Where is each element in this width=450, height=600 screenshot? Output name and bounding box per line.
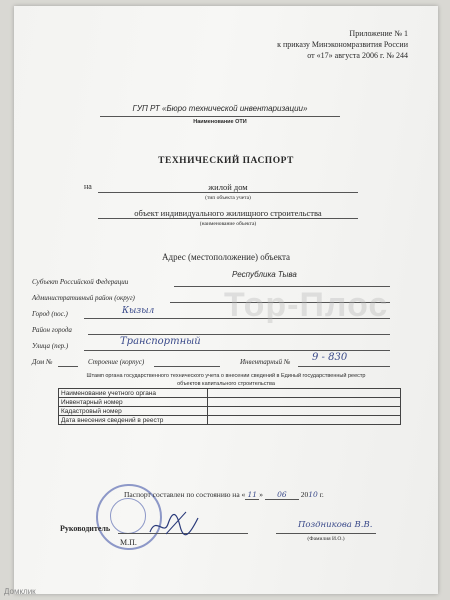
address-heading: Адрес (местоположение) объекта — [162, 252, 290, 262]
registry-row-value — [208, 398, 401, 407]
signer-caption: (Фамилия И.О.) — [307, 536, 345, 542]
object-name-caption: (наименование объекта) — [199, 221, 257, 227]
city-label: Город (пос.) — [32, 310, 68, 318]
registry-row-label: Кадастровый номер — [59, 407, 208, 416]
building-label: Строение (корпус) — [88, 358, 145, 366]
registry-row-label: Наименование учетного органа — [59, 389, 208, 398]
status-year-prefix: 20 — [300, 490, 309, 499]
inventory-label: Инвентарный № — [240, 358, 291, 366]
inventory-value: 9 - 830 — [312, 352, 348, 363]
object-prefix: на — [84, 182, 92, 191]
document-page: Приложение № 1 к приказу Минэкономразвития России от «17» августа 2006 г. № 244 ГУП РТ «Бюро технической инвентаризации» Наименование ОТИ ТЕХНИЧЕСКИЙ ПАСПОРТ на жилой дом (тип объекта учета) объект индивидуального жилищного строительства (наименование объекта) Адрес (местоположение) объекта Субъект Российской Федерации Республика Тыва Административный район (округ) Город (пос.) Кызыл Район города Улица (пер.) Транспортный Дом № Строение (корпус) Инвентарный № 9 - 830 Тор-Плос Штамп органа государственного технического учета о внесении сведений в Единый государственный реестр объектов капитального строительства Наименование учетного органа Инвентарный номер Кадастровый номер Дата внесения сведений в реестр Паспорт составлен по состоянию на « 11 » 06 2010 г. Руководитель Поздникова В.В. (Фамилия И.О.) М.П. — [14, 6, 438, 594]
official-seal-inner — [110, 498, 146, 534]
org-name: ГУП РТ «Бюро технической инвентаризации» — [132, 104, 308, 113]
corner-brand: Домклик — [4, 587, 36, 596]
street-label: Улица (пер.) — [32, 342, 69, 350]
subject-label: Субъект Российской Федерации — [32, 278, 129, 286]
signer-name: Поздникова В.В. — [298, 520, 373, 530]
district-label: Административный район (округ) — [32, 294, 135, 302]
subject-value: Республика Тыва — [232, 270, 297, 279]
object-type-value: жилой дом — [208, 182, 248, 192]
status-text: Паспорт составлен по состоянию на — [124, 490, 240, 499]
stamp-note-line-1: Штамп органа государственного технического учета о внесении сведений в Единый государственный реестр — [86, 373, 366, 379]
table-row — [59, 389, 401, 398]
appendix-line-3: от «17» августа 2006 г. № 244 — [307, 51, 408, 60]
street-value: Транспортный — [120, 336, 201, 347]
registry-table — [58, 388, 401, 425]
registry-row-value — [208, 416, 401, 425]
table-row — [59, 398, 401, 407]
appendix-line-2: к приказу Минэкономразвития России — [277, 40, 408, 49]
object-name-value: объект индивидуального жилищного строительства — [134, 208, 322, 218]
registry-row-label: Инвентарный номер — [59, 398, 208, 407]
appendix-line-1: Приложение № 1 — [349, 29, 408, 38]
city-district-label: Район города — [32, 326, 72, 334]
status-day: 11 — [245, 490, 259, 500]
stamp-note-line-2: объектов капитального строительства — [177, 381, 275, 387]
table-row — [59, 416, 401, 425]
mp-label: М.П. — [120, 538, 137, 547]
registry-row-label: Дата внесения сведений в реестр — [59, 416, 208, 425]
city-value: Кызыл — [122, 306, 155, 316]
org-caption: Наименование ОТИ — [193, 119, 247, 125]
object-type-caption: (тип объекта учета) — [205, 195, 251, 201]
status-month: 06 — [265, 490, 299, 500]
watermark: Тор-Плос — [224, 286, 389, 324]
table-row — [59, 407, 401, 416]
document-title: ТЕХНИЧЕСКИЙ ПАСПОРТ — [158, 156, 294, 166]
house-label: Дом № — [32, 358, 53, 366]
head-label: Руководитель — [60, 524, 111, 533]
registry-row-value — [208, 389, 401, 398]
signature-scribble — [146, 506, 206, 540]
status-year-suffix: г. — [319, 490, 324, 499]
registry-row-value — [208, 407, 401, 416]
status-year-value: 10 — [308, 490, 318, 499]
